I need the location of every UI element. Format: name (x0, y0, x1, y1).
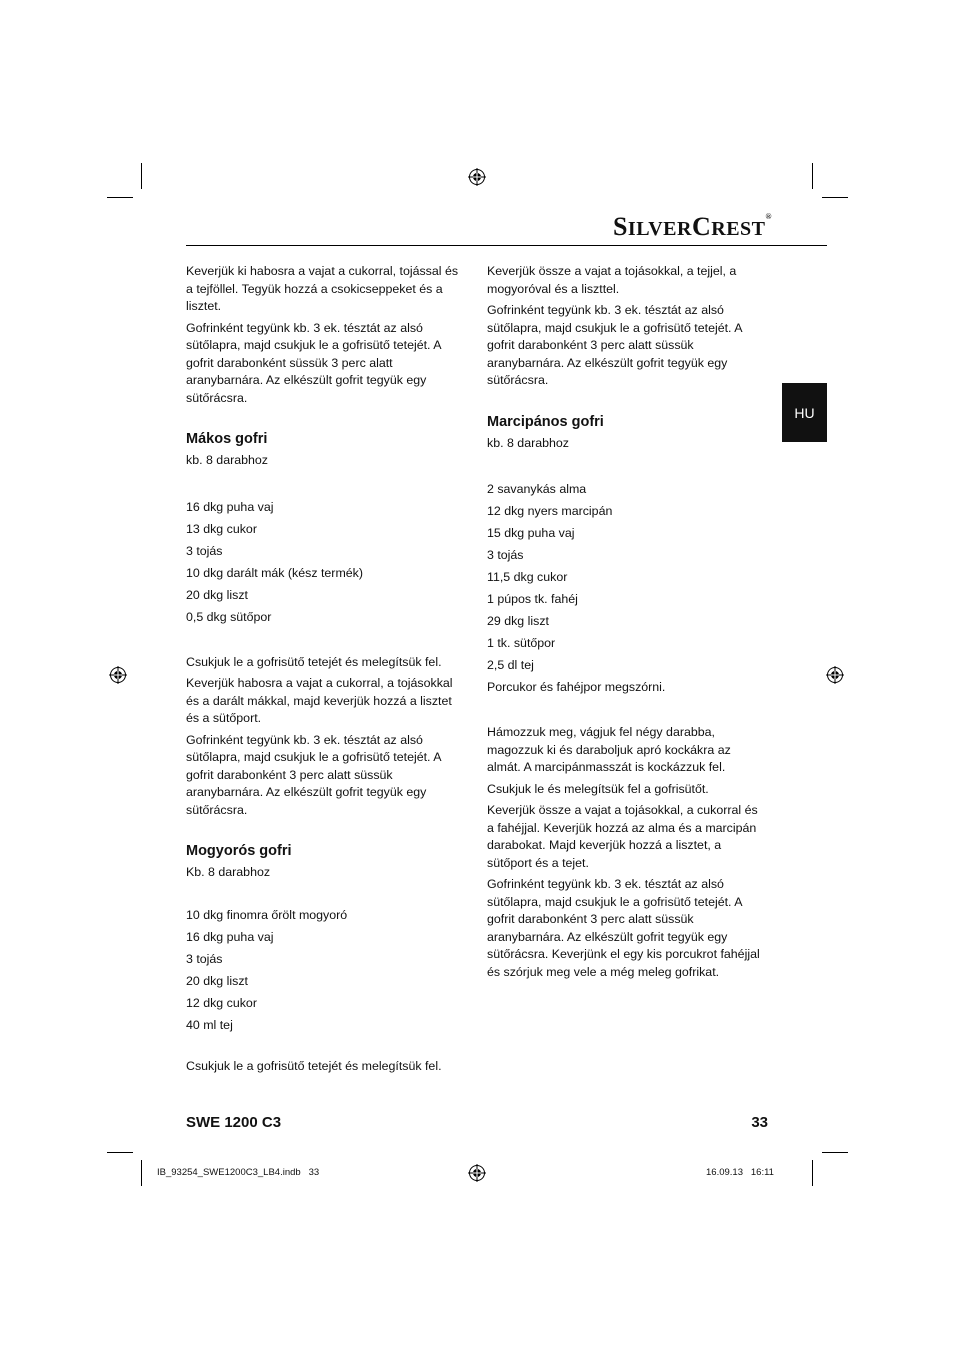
crop-mark (107, 1152, 133, 1153)
ingredient: 0,5 dkg sütőpor (186, 609, 272, 624)
crop-mark (107, 197, 133, 198)
paragraph: Gofrinként tegyünk kb. 3 ek. tésztát az alsó sütőlapra, majd csukjuk le a gofrisütő tetejét. A gofrit darabonként süssük 3 perc alatt aranybarnára. Az elkészült gofrit tegyük egy sütőrácsra. (186, 320, 441, 405)
registration-mark-icon (826, 666, 844, 684)
header-rule (186, 245, 827, 246)
ingredient: 16 dkg puha vaj (186, 929, 274, 944)
registration-mark-icon (468, 1164, 486, 1182)
ingredient: 2 savanykás alma (487, 482, 587, 496)
paragraph: Gofrinként tegyünk kb. 3 ek. tésztát az alsó sütőlapra, majd csukjuk le a gofrisütő tetejét. A gofrit darabonként 3 perc alatt süssük aranybarnára. Az elkészült gofrit tegyük egy sütőrácsra. (487, 303, 742, 387)
crop-mark (141, 1160, 142, 1186)
ingredient: 1 púpos tk. fahéj (487, 592, 578, 606)
imprint-timestamp: 16.09.13 16:11 (706, 1167, 774, 1178)
section-heading-mogyoros: Mogyorós gofri (186, 843, 292, 859)
paragraph: Csukjuk le a gofrisütő tetejét és melegítsük fel. (186, 654, 442, 669)
crop-mark (812, 163, 813, 189)
imprint-file: IB_93254_SWE1200C3_LB4.indb 33 (157, 1167, 320, 1178)
paragraph: Gofrinként tegyünk kb. 3 ek. tésztát az alsó sütőlapra, majd csukjuk le a gofrisütő tetejét. A gofrit darabonként 3 perc alatt süssük aranybarnára. Az elkészült gofrit tegyük egy sütőrácsra. Keverjünk el egy kis porcukrot fahéjjal és szórjuk meg vele a még meleg gofrikat. (487, 877, 760, 979)
crop-mark (812, 1160, 813, 1186)
ingredient: 12 dkg cukor (186, 995, 257, 1010)
registration-mark-icon (468, 168, 486, 186)
paragraph: Csukjuk le a gofrisütő tetejét és melegítsük fel. (186, 1058, 442, 1073)
section-heading-makos: Mákos gofri (186, 431, 268, 447)
model-number: SWE 1200 C3 (186, 1114, 282, 1131)
paragraph: Keverjük ki habosra a vajat a cukorral, tojással és a tejföllel. Tegyük hozzá a csokicseppeket és a lisztet. (186, 264, 459, 313)
ingredient: 3 tojás (186, 543, 223, 558)
brand-logo: SILVERCREST® (612, 212, 772, 241)
ingredient: 12 dkg nyers marcipán (487, 504, 613, 518)
ingredient: 16 dkg puha vaj (186, 499, 274, 514)
left-column (186, 263, 466, 1075)
ingredient: Porcukor és fahéjpor megszórni. (487, 680, 666, 694)
ingredient: 3 tojás (186, 951, 223, 966)
ingredient: 10 dkg darált mák (kész termék) (186, 565, 363, 580)
paragraph: Keverjük habosra a vajat a cukorral, a tojásokkal és a darált mákkal, majd keverjük hozzá a lisztet és a sütőport. (186, 676, 453, 725)
registration-mark-icon (109, 666, 127, 684)
ingredient: 20 dkg liszt (186, 587, 248, 602)
ingredient: 13 dkg cukor (186, 521, 257, 536)
ingredient: 3 tojás (487, 548, 524, 562)
right-column (487, 263, 767, 981)
crop-mark (141, 163, 142, 189)
paragraph: Keverjük össze a vajat a tojásokkal, a tejjel, a mogyoróval és a liszttel. (487, 264, 737, 296)
ingredient: 15 dkg puha vaj (487, 526, 575, 540)
ingredient: 10 dkg finomra őrölt mogyoró (186, 907, 348, 922)
servings: Kb. 8 darabhoz (186, 865, 271, 879)
servings: kb. 8 darabhoz (186, 453, 268, 467)
page-number: 33 (751, 1114, 768, 1131)
ingredient: 40 ml tej (186, 1017, 233, 1032)
ingredient: 29 dkg liszt (487, 614, 549, 628)
section-heading-marcipanos: Marcipános gofri (487, 413, 604, 430)
paragraph: Gofrinként tegyünk kb. 3 ek. tésztát az alsó sütőlapra, majd csukjuk le a gofrisütő tetejét. A gofrit darabonként 3 perc alatt süssük aranybarnára. Az elkészült gofrit tegyük egy sütőrácsra. (186, 732, 441, 817)
crop-mark (822, 1152, 848, 1153)
crop-mark (822, 197, 848, 198)
paragraph: Keverjük össze a vajat a tojásokkal, a cukorral és a fahéjjal. Keverjük hozzá az alma és a marcipán darabokat. Majd keverjük hozzá a lisztet, a sütőport és a tejet. (487, 803, 758, 870)
paragraph: Csukjuk le és melegítsük fel a gofrisütőt. (487, 781, 709, 796)
language-tab: HU (782, 383, 827, 442)
ingredient: 11,5 dkg cukor (487, 570, 568, 584)
ingredient: 20 dkg liszt (186, 973, 248, 988)
paragraph: Hámozzuk meg, vágjuk fel négy darabba, magozzuk ki és daraboljuk apró kockákra az almát. A marcipánmasszát is kockázzuk fel. (487, 725, 731, 774)
servings: kb. 8 darabhoz (487, 435, 569, 450)
ingredient: 2,5 dl tej (487, 658, 534, 672)
ingredient: 1 tk. sütőpor (487, 636, 556, 650)
